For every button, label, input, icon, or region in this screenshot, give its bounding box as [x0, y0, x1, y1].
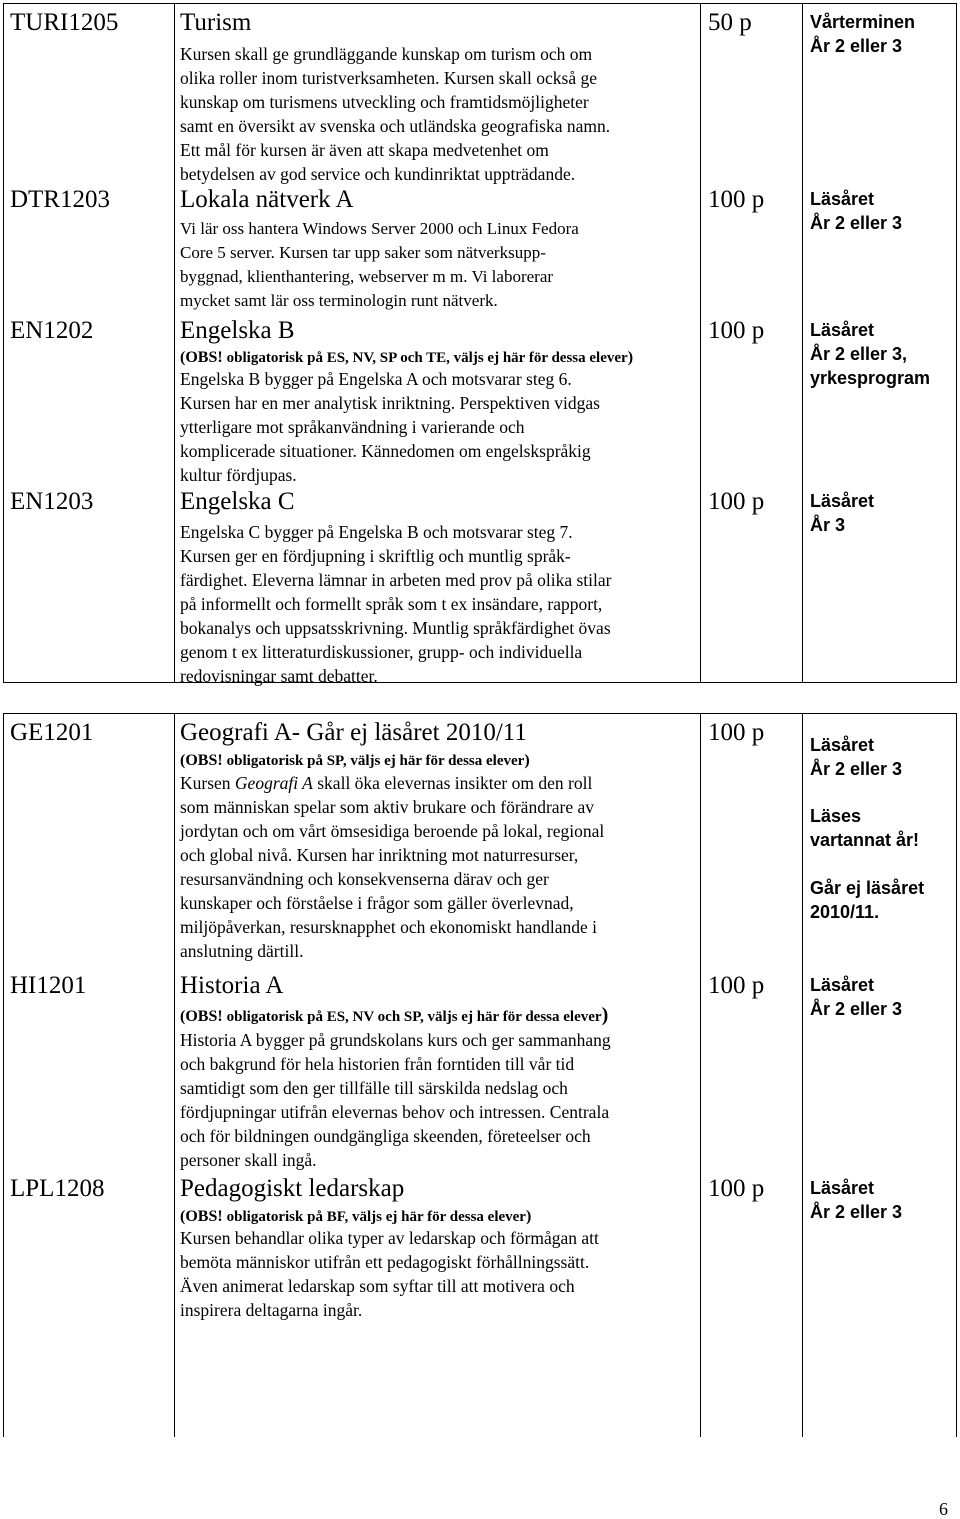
course-points: 100 p [708, 186, 765, 213]
course-title: Pedagogiskt ledarskap [180, 1175, 405, 1202]
course-table-2 [3, 713, 957, 1437]
course-code: DTR1203 [10, 186, 110, 213]
description-part: skall öka elevernas insikter om den roll som människan spelar som aktiv brukare och förändrare av jordytan och om vårt ömsesidiga beroende på lokal, regional och global nivå. Kursen har inriktning mot naturresurser, resursanvändning och konsekvenserna därav och ger kunskaper och förståelse i frågor som gäller överlevnad, miljöpåverkan, resursknapphet och ekonomiskt handlande i anslutning därtill. [180, 773, 605, 961]
course-table-1 [3, 3, 957, 686]
course-title: Turism [180, 9, 252, 36]
note-close: ) [627, 349, 634, 366]
course-description: Vi lär oss hantera Windows Server 2000 och Linux Fedora Core 5 server. Kursen tar upp saker som nätverksupp- byggnad, klienthantering, webserver m m. Vi laborerar mycket samt lär oss terminologin runt nätverk. [180, 219, 579, 310]
course-row [4, 1174, 956, 1324]
course-note [180, 349, 633, 367]
page-number: 6 [939, 1499, 948, 1519]
course-code: EN1203 [10, 488, 94, 515]
note-text: obligatorisk på ES, NV, SP och TE, väljs ej här för dessa elever [226, 350, 628, 366]
course-row [4, 316, 956, 486]
course-row [4, 971, 956, 1171]
course-schedule: Läsåret År 2 eller 3 [810, 1178, 903, 1222]
note-open: (OBS! [180, 349, 227, 366]
course-description [180, 771, 700, 963]
course-schedule: Vårterminen År 2 eller 3 [810, 12, 916, 56]
course-description: Engelska C bygger på Engelska B och motsvarar steg 7. Kursen ger en fördjupning i skriftlig och muntlig språk- färdighet. Eleverna lämnar in arbeten med prov på olika stilar på informellt och formellt språk som t ex insändare, rapport, bokanalys och uppsatsskrivning. Muntlig språkfärdighet övas genom t ex litteraturdiskussioner, grupp- och individuella redovisningar samt debatter. [180, 522, 612, 686]
course-points: 100 p [708, 317, 765, 344]
course-description: Historia A bygger på grundskolans kurs och ger sammanhang och bakgrund för hela historien från forntiden till vår tid samtidigt som den ger tillfälle till särskilda nedslag och fördjupningar utifrån elevernas behov och intressen. Centrala och för bildningen oundgängliga skeenden, företeelser och personer skall ingå. [180, 1030, 611, 1170]
course-title: Engelska C [180, 488, 295, 515]
course-schedule: Läsåret År 2 eller 3 [810, 189, 903, 233]
course-row [4, 185, 956, 315]
course-schedule-note: Går ej läsåret 2010/11. [810, 878, 925, 922]
course-points: 50 p [708, 9, 752, 36]
course-row [4, 8, 956, 188]
course-points: 100 p [708, 1175, 765, 1202]
course-description: Kursen behandlar olika typer av ledarskap och förmågan att bemöta människor utifrån ett pedagogiskt förhållningssätt. Även animerat ledarskap som syftar till att motivera och inspirera deltagarna ingår. [180, 1228, 599, 1320]
note-open: (OBS! [180, 1008, 227, 1025]
course-schedule-note: Läses vartannat år! [810, 806, 920, 850]
course-note [180, 1006, 608, 1026]
course-title: Geografi A- Går ej läsåret 2010/11 [180, 719, 527, 746]
course-schedule: Läsåret År 2 eller 3 [810, 735, 903, 779]
course-points: 100 p [708, 719, 765, 746]
course-title: Lokala nätverk A [180, 186, 354, 213]
course-code: TURI1205 [10, 9, 119, 36]
course-points: 100 p [708, 972, 765, 999]
note-open: (OBS! [180, 752, 227, 769]
description-part: Kursen [180, 773, 235, 793]
course-code: HI1201 [10, 972, 87, 999]
course-title: Engelska B [180, 317, 295, 344]
course-note [180, 1208, 531, 1226]
course-code: LPL1208 [10, 1175, 105, 1202]
course-description: Kursen skall ge grundläggande kunskap om turism och om olika roller inom turistverksamheten. Kursen skall också ge kunskap om turismens utveckling och framtidsmöjligheter samt en översikt av svenska och utländska geografiska namn. Ett mål för kursen är även att skapa medvetenhet om betydelsen av god service och kundinriktat uppträdande. [180, 44, 611, 184]
note-text: obligatorisk på SP, väljs ej här för dessa elever [226, 753, 525, 769]
course-row [4, 718, 956, 968]
course-points: 100 p [708, 488, 765, 515]
note-close: ) [525, 1208, 532, 1225]
course-schedule: Läsåret År 2 eller 3, yrkesprogram [810, 320, 931, 388]
course-schedule: Läsåret År 3 [810, 491, 875, 535]
note-close: ) [524, 752, 530, 769]
course-note [180, 752, 530, 770]
note-text: obligatorisk på ES, NV och SP, väljs ej här för dessa elever [226, 1009, 602, 1025]
note-close: ) [601, 1004, 609, 1026]
course-description: Engelska B bygger på Engelska A och motsvarar steg 6. Kursen har en mer analytisk inriktning. Perspektiven vidgas ytterligare mot språkanvändning i varierande och komplicerade situationer. Kännedomen om engelskspråkig kultur fördjupas. [180, 369, 600, 485]
note-open: (OBS! [180, 1208, 227, 1225]
course-code: EN1202 [10, 317, 94, 344]
description-italic: Geografi A [234, 773, 313, 793]
course-row [4, 487, 956, 686]
course-title: Historia A [180, 972, 284, 999]
course-schedule: Läsåret År 2 eller 3 [810, 975, 903, 1019]
course-code: GE1201 [10, 719, 94, 746]
note-text: obligatorisk på BF, väljs ej här för dessa elever [226, 1209, 526, 1225]
